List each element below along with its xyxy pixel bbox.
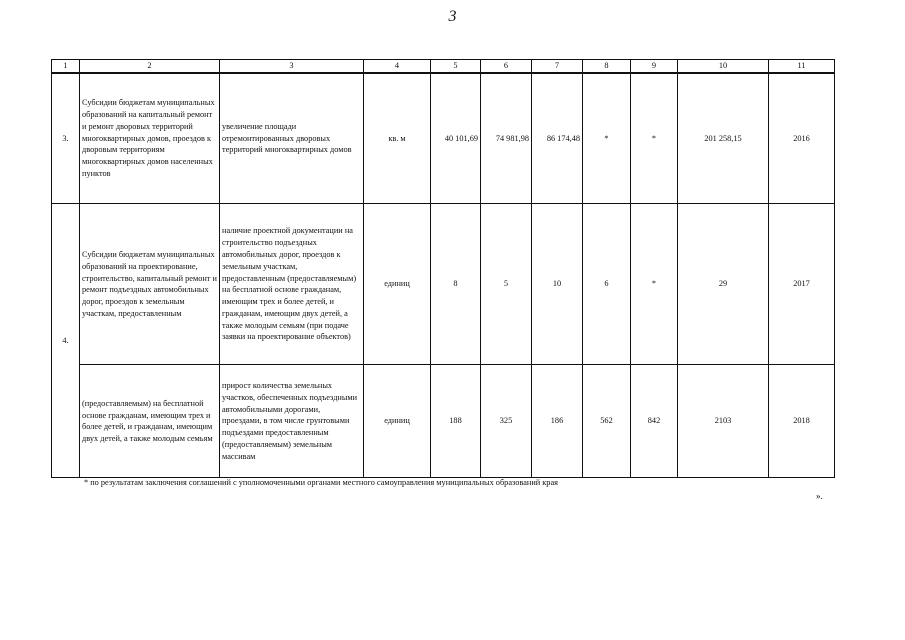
indicator-name: прирост количества земельных участков, обеспеченных подъездными автомобильными дорогами, проездами, в том числе грунтовыми подъездами предоставленным (предоставляемым) земельным массивам bbox=[220, 365, 364, 478]
value-cell-11: 2018 bbox=[769, 365, 835, 478]
footnote: * по результатам заключения соглашений с уполномоченными органами местного самоуправления муниципальных образований края bbox=[84, 478, 558, 487]
table-row bbox=[52, 365, 835, 478]
header-cell-8: 8 bbox=[583, 60, 631, 73]
value-cell-11: 2016 bbox=[769, 73, 835, 204]
unit-cell: единиц bbox=[364, 204, 431, 365]
value-cell-11: 2017 bbox=[769, 204, 835, 365]
table-row bbox=[52, 204, 835, 365]
measure-name: Субсидии бюджетам муниципальных образований на капитальный ремонт и ремонт дворовых территорий многоквартирных домов, проездов к дворовым территориям многоквартирных домов населенных пунктов bbox=[80, 73, 220, 204]
closing-quote-mark: ». bbox=[816, 491, 823, 501]
value-cell-9: * bbox=[631, 73, 678, 204]
value-cell-10: 2103 bbox=[678, 365, 769, 478]
value-cell-6: 74 981,98 bbox=[481, 73, 532, 204]
unit-cell: кв. м bbox=[364, 73, 431, 204]
value-cell-8: 562 bbox=[583, 365, 631, 478]
header-cell-6: 6 bbox=[481, 60, 532, 73]
header-cell-10: 10 bbox=[678, 60, 769, 73]
row-number: 4. bbox=[52, 204, 80, 478]
value-cell-7: 86 174,48 bbox=[532, 73, 583, 204]
header-cell-1: 1 bbox=[52, 60, 80, 73]
value-cell-10: 29 bbox=[678, 204, 769, 365]
unit-cell: единиц bbox=[364, 365, 431, 478]
page-number: 3 bbox=[448, 8, 457, 25]
value-cell-7: 186 bbox=[532, 365, 583, 478]
value-cell-8: 6 bbox=[583, 204, 631, 365]
header-cell-7: 7 bbox=[532, 60, 583, 73]
value-cell-6: 5 bbox=[481, 204, 532, 365]
indicator-name: наличие проектной документации на строительство подъездных автомобильных дорог, проездов к земельным участкам, предоставленным (предоставляемым) на бесплатной основе гражданам, имеющим трех и более детей, и гражданам, имеющим двух детей, а также молодым семьям (при подаче заявки на проектирование объектов) bbox=[220, 204, 364, 365]
measure-name: (предоставляемым) на бесплатной основе гражданам, имеющим трех и более детей, и гражданам, имеющим двух детей, а также молодым семьям bbox=[80, 365, 220, 478]
value-cell-5: 40 101,69 bbox=[431, 73, 481, 204]
header-cell-3: 3 bbox=[220, 60, 364, 73]
value-cell-10: 201 258,15 bbox=[678, 73, 769, 204]
table-row bbox=[52, 73, 835, 204]
value-cell-8: * bbox=[583, 73, 631, 204]
header-cell-11: 11 bbox=[769, 60, 835, 73]
value-cell-5: 8 bbox=[431, 204, 481, 365]
header-cell-9: 9 bbox=[631, 60, 678, 73]
indicators-table bbox=[51, 59, 835, 478]
header-cell-4: 4 bbox=[364, 60, 431, 73]
value-cell-5: 188 bbox=[431, 365, 481, 478]
value-cell-9: * bbox=[631, 204, 678, 365]
value-cell-9: 842 bbox=[631, 365, 678, 478]
header-cell-2: 2 bbox=[80, 60, 220, 73]
header-row bbox=[52, 60, 835, 73]
value-cell-6: 325 bbox=[481, 365, 532, 478]
measure-name: Субсидии бюджетам муниципальных образований на проектирование, строительство, капитальный ремонт и ремонт подъездных автомобильных дорог, проездов к земельным участкам, предоставленным bbox=[80, 204, 220, 365]
header-cell-5: 5 bbox=[431, 60, 481, 73]
indicator-name: увеличение площади отремонтированных дворовых территорий многоквартирных домов bbox=[220, 73, 364, 204]
row-number: 3. bbox=[52, 73, 80, 204]
value-cell-7: 10 bbox=[532, 204, 583, 365]
